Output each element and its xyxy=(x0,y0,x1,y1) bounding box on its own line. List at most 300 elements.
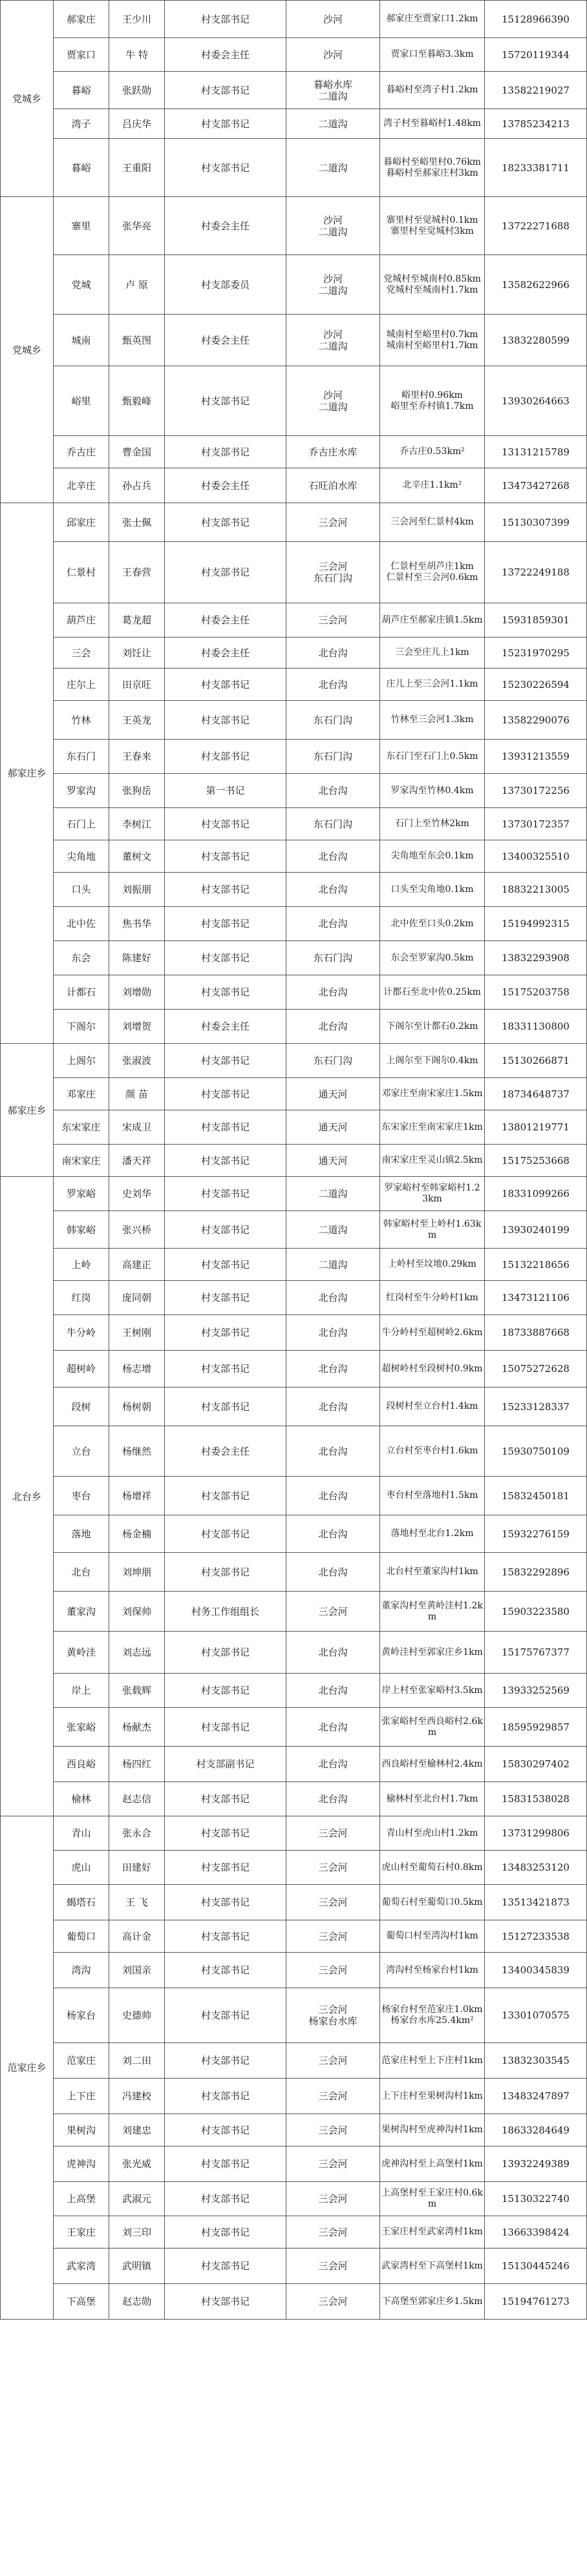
position-cell: 村支部书记 xyxy=(165,1387,286,1426)
contact-name-cell: 高计金 xyxy=(109,1920,165,1953)
river-cell: 三会河 xyxy=(286,2284,380,2320)
contact-name-cell: 杨金楠 xyxy=(109,1515,165,1553)
river-cell: 三会河 东石门沟 xyxy=(286,542,380,603)
river-cell: 二道沟 xyxy=(286,1177,380,1211)
distance-cell: 红岗村至牛分岭村1km xyxy=(380,1281,485,1315)
phone-cell: 15931859301 xyxy=(485,603,587,638)
table-row xyxy=(1,1953,587,1988)
village-name-cell: 上岭 xyxy=(54,1249,109,1281)
contact-name-cell: 杨继然 xyxy=(109,1426,165,1477)
distance-cell: 庄儿上至三会河1.1km xyxy=(380,669,485,701)
position-cell: 村支部书记 xyxy=(165,1988,286,2043)
contact-name-cell: 杨志增 xyxy=(109,1351,165,1387)
distance-cell: 上岭村至坟地0.29km xyxy=(380,1249,485,1281)
table-row xyxy=(1,2043,587,2079)
village-name-cell: 东石门 xyxy=(54,740,109,774)
table-row xyxy=(1,740,587,774)
phone-cell: 15130445246 xyxy=(485,2249,587,2284)
phone-cell: 15903223580 xyxy=(485,1592,587,1632)
village-name-cell: 湾沟 xyxy=(54,1953,109,1988)
position-cell: 村支部副书记 xyxy=(165,1747,286,1782)
table-row xyxy=(1,1747,587,1782)
river-cell: 三会河 杨家台水库 xyxy=(286,1988,380,2043)
position-cell: 村支部书记 xyxy=(165,1816,286,1851)
river-cell: 北台沟 xyxy=(286,1515,380,1553)
table-row xyxy=(1,1351,587,1387)
town-name-cell: 郝家庄乡 xyxy=(1,503,54,1044)
phone-cell: 13930264663 xyxy=(485,366,587,436)
river-cell: 东石门沟 xyxy=(286,1044,380,1078)
river-cell: 三会河 xyxy=(286,1816,380,1851)
table-row xyxy=(1,1553,587,1592)
river-cell: 北台沟 xyxy=(286,873,380,907)
phone-cell: 13722271688 xyxy=(485,197,587,255)
position-cell: 村支部书记 xyxy=(165,907,286,941)
river-cell: 北台沟 xyxy=(286,1632,380,1674)
position-cell: 村委会主任 xyxy=(165,197,286,255)
position-cell: 村委会主任 xyxy=(165,1010,286,1044)
distance-cell: 石门上至竹林2km xyxy=(380,808,485,840)
river-cell: 北台沟 xyxy=(286,1477,380,1515)
phone-cell: 15231970295 xyxy=(485,638,587,669)
contact-name-cell: 甄英图 xyxy=(109,315,165,366)
contact-name-cell: 潘天祥 xyxy=(109,1145,165,1177)
contact-name-cell: 刘志远 xyxy=(109,1632,165,1674)
contact-name-cell: 牛 特 xyxy=(109,38,165,72)
position-cell: 村支部书记 xyxy=(165,2079,286,2114)
position-cell: 村支部书记 xyxy=(165,109,286,139)
village-name-cell: 计都石 xyxy=(54,975,109,1010)
contact-name-cell: 刘增贺 xyxy=(109,1010,165,1044)
table-row xyxy=(1,1426,587,1477)
position-cell: 村支部书记 xyxy=(165,1920,286,1953)
contact-name-cell: 赵志信 xyxy=(109,1782,165,1816)
river-cell: 北台沟 xyxy=(286,1782,380,1816)
phone-cell: 13730172256 xyxy=(485,774,587,808)
phone-cell: 13730172357 xyxy=(485,808,587,840)
phone-cell: 13473427268 xyxy=(485,468,587,503)
river-cell: 通天河 xyxy=(286,1078,380,1110)
village-name-cell: 果树沟 xyxy=(54,2114,109,2146)
distance-cell: 果树沟村至虎神沟村1km xyxy=(380,2114,485,2146)
table-row xyxy=(1,2114,587,2146)
phone-cell: 13582290076 xyxy=(485,701,587,740)
position-cell: 村支部书记 xyxy=(165,1708,286,1747)
position-cell: 村支部书记 xyxy=(165,503,286,542)
river-cell: 北台沟 xyxy=(286,1674,380,1708)
village-name-cell: 红岗 xyxy=(54,1281,109,1315)
contact-name-cell: 史德帅 xyxy=(109,1988,165,2043)
phone-cell: 18595929857 xyxy=(485,1708,587,1747)
village-name-cell: 暮峪 xyxy=(54,72,109,109)
village-name-cell: 范家庄 xyxy=(54,2043,109,2079)
contact-name-cell: 田建好 xyxy=(109,1851,165,1885)
position-cell: 村支部书记 xyxy=(165,2216,286,2249)
village-name-cell: 落地 xyxy=(54,1515,109,1553)
contact-name-cell: 杨四红 xyxy=(109,1747,165,1782)
village-name-cell: 上阁尔 xyxy=(54,1044,109,1078)
distance-cell: 虎神沟村至上高堡村1km xyxy=(380,2146,485,2182)
village-name-cell: 寨里 xyxy=(54,197,109,255)
position-cell: 村支部书记 xyxy=(165,2043,286,2079)
contact-name-cell: 冯建校 xyxy=(109,2079,165,2114)
distance-cell: 立台村至枣台村1.6km xyxy=(380,1426,485,1477)
distance-cell: 东石门至石门上0.5km xyxy=(380,740,485,774)
position-cell: 村支部书记 xyxy=(165,1177,286,1211)
river-cell: 北台沟 xyxy=(286,1281,380,1315)
distance-cell: 北台村至董家沟村1km xyxy=(380,1553,485,1592)
distance-cell: 计都石至北中佐0.25km xyxy=(380,975,485,1010)
village-name-cell: 尖角地 xyxy=(54,840,109,873)
village-name-cell: 上高堡 xyxy=(54,2182,109,2216)
village-name-cell: 虎山 xyxy=(54,1851,109,1885)
position-cell: 村支部书记 xyxy=(165,1211,286,1249)
phone-cell: 13785234213 xyxy=(485,109,587,139)
table-row xyxy=(1,1632,587,1674)
river-cell: 三会河 xyxy=(286,1851,380,1885)
position-cell: 村支部书记 xyxy=(165,1110,286,1145)
village-name-cell: 乔古庄 xyxy=(54,436,109,468)
table-row xyxy=(1,774,587,808)
river-cell: 东石门沟 xyxy=(286,941,380,975)
distance-cell: 东会至罗家沟0.5km xyxy=(380,941,485,975)
distance-cell: 暮峪村至湾子村1.2km xyxy=(380,72,485,109)
table-row xyxy=(1,2216,587,2249)
table-row xyxy=(1,1249,587,1281)
contact-name-cell: 刘振朋 xyxy=(109,873,165,907)
position-cell: 村委会主任 xyxy=(165,603,286,638)
village-name-cell: 岸上 xyxy=(54,1674,109,1708)
distance-cell: 城南村至峪里村0.7km 城南村至峪里村1.7km xyxy=(380,315,485,366)
river-cell: 北台沟 xyxy=(286,1708,380,1747)
village-name-cell: 三会 xyxy=(54,638,109,669)
phone-cell: 13582622966 xyxy=(485,255,587,315)
position-cell: 村支部书记 xyxy=(165,1632,286,1674)
river-cell: 三会河 xyxy=(286,2249,380,2284)
distance-cell: 寨里村至觉城村0.1km 寨里村至觉城村3km xyxy=(380,197,485,255)
position-cell: 村支部书记 xyxy=(165,1515,286,1553)
village-name-cell: 超树岭 xyxy=(54,1351,109,1387)
table-row xyxy=(1,2249,587,2284)
phone-cell: 13131215789 xyxy=(485,436,587,468)
position-cell: 村支部书记 xyxy=(165,1885,286,1920)
river-cell: 沙河 xyxy=(286,38,380,72)
position-cell: 村支部书记 xyxy=(165,366,286,436)
village-name-cell: 虎神沟 xyxy=(54,2146,109,2182)
phone-cell: 13473121106 xyxy=(485,1281,587,1315)
table-row xyxy=(1,1477,587,1515)
river-cell: 三会河 xyxy=(286,2079,380,2114)
table-row xyxy=(1,503,587,542)
river-cell: 三会河 xyxy=(286,2043,380,2079)
position-cell: 村支部书记 xyxy=(165,840,286,873)
table-row xyxy=(1,109,587,139)
contact-name-cell: 高建正 xyxy=(109,1249,165,1281)
table-row xyxy=(1,2284,587,2320)
contact-name-cell: 武明镇 xyxy=(109,2249,165,2284)
distance-cell: 王家庄村至武家湾村1km xyxy=(380,2216,485,2249)
phone-cell: 15175203758 xyxy=(485,975,587,1010)
town-name-cell: 党城乡 xyxy=(1,197,54,503)
phone-cell: 13932249389 xyxy=(485,2146,587,2182)
table-row xyxy=(1,197,587,255)
phone-cell: 13513421873 xyxy=(485,1885,587,1920)
table-row xyxy=(1,1387,587,1426)
river-cell: 沙河 二道沟 xyxy=(286,315,380,366)
phone-cell: 15832450181 xyxy=(485,1477,587,1515)
contact-name-cell: 王少川 xyxy=(109,1,165,38)
table-row xyxy=(1,941,587,975)
town-name-cell: 郝家庄乡 xyxy=(1,1044,54,1177)
table-row xyxy=(1,38,587,72)
phone-cell: 13663398424 xyxy=(485,2216,587,2249)
village-name-cell: 下高堡 xyxy=(54,2284,109,2320)
table-row xyxy=(1,542,587,603)
distance-cell: 邓家庄至南宋家庄1.5km xyxy=(380,1078,485,1110)
village-name-cell: 庄尔上 xyxy=(54,669,109,701)
village-name-cell: 贾家口 xyxy=(54,38,109,72)
phone-cell: 15130322740 xyxy=(485,2182,587,2216)
position-cell: 村支部书记 xyxy=(165,2182,286,2216)
distance-cell: 上下庄村至果树沟村1km xyxy=(380,2079,485,2114)
contact-name-cell: 刘坤朋 xyxy=(109,1553,165,1592)
village-name-cell: 北辛庄 xyxy=(54,468,109,503)
distance-cell: 尖角地至东会0.1km xyxy=(380,840,485,873)
river-cell: 北台沟 xyxy=(286,975,380,1010)
position-cell: 村支部书记 xyxy=(165,975,286,1010)
distance-cell: 岸上村至张家峪村3.5km xyxy=(380,1674,485,1708)
contact-name-cell: 陈建好 xyxy=(109,941,165,975)
phone-cell: 18832213005 xyxy=(485,873,587,907)
distance-cell: 峪里村0.96km 峪里至乔村镇1.7km xyxy=(380,366,485,436)
phone-cell: 18233381711 xyxy=(485,139,587,197)
position-cell: 村支部书记 xyxy=(165,1477,286,1515)
table-row xyxy=(1,1592,587,1632)
distance-cell: 北中佐至口头0.2km xyxy=(380,907,485,941)
distance-cell: 葡萄石村至葡萄口0.5km xyxy=(380,1885,485,1920)
contact-name-cell: 刘国亲 xyxy=(109,1953,165,1988)
position-cell: 村委会主任 xyxy=(165,38,286,72)
distance-cell: 杨家台村至范家庄1.0km 杨家台水库25.4km² xyxy=(380,1988,485,2043)
phone-cell: 18633284649 xyxy=(485,2114,587,2146)
position-cell: 村委会主任 xyxy=(165,468,286,503)
contact-name-cell: 张兴桥 xyxy=(109,1211,165,1249)
contact-name-cell: 刘保帅 xyxy=(109,1592,165,1632)
river-cell: 北台沟 xyxy=(286,638,380,669)
contact-name-cell: 史刘华 xyxy=(109,1177,165,1211)
distance-cell: 青山村至虎山村1.2km xyxy=(380,1816,485,1851)
table-row xyxy=(1,1044,587,1078)
position-cell: 村委会主任 xyxy=(165,1426,286,1477)
river-cell: 石旺泊水库 xyxy=(286,468,380,503)
position-cell: 村支部书记 xyxy=(165,436,286,468)
river-cell: 北台沟 xyxy=(286,907,380,941)
phone-cell: 13400345839 xyxy=(485,1953,587,1988)
village-name-cell: 峪里 xyxy=(54,366,109,436)
distance-cell: 西良峪村至榆林村2.4km xyxy=(380,1747,485,1782)
phone-cell: 15233128337 xyxy=(485,1387,587,1426)
contact-name-cell: 张士佩 xyxy=(109,503,165,542)
village-name-cell: 葡萄口 xyxy=(54,1920,109,1953)
position-cell: 村支部书记 xyxy=(165,1782,286,1816)
distance-cell: 南宋家庄至灵山镇2.5km xyxy=(380,1145,485,1177)
table-row xyxy=(1,1010,587,1044)
village-name-cell: 上下庄 xyxy=(54,2079,109,2114)
contact-name-cell: 焦书华 xyxy=(109,907,165,941)
phone-cell: 15130307399 xyxy=(485,503,587,542)
river-cell: 北台沟 xyxy=(286,1315,380,1351)
village-name-cell: 党城 xyxy=(54,255,109,315)
distance-cell: 党城村至城南村0.85km 党城村至城南村1.7km xyxy=(380,255,485,315)
phone-cell: 13400325510 xyxy=(485,840,587,873)
village-name-cell: 蝎塔石 xyxy=(54,1885,109,1920)
contact-name-cell: 甄毅峰 xyxy=(109,366,165,436)
contact-name-cell: 王英龙 xyxy=(109,701,165,740)
table-row xyxy=(1,468,587,503)
distance-cell: 东宋家庄至南宋家庄1km xyxy=(380,1110,485,1145)
table-row xyxy=(1,975,587,1010)
river-cell: 北台沟 xyxy=(286,1387,380,1426)
contact-name-cell: 王树刚 xyxy=(109,1315,165,1351)
phone-cell: 15130266871 xyxy=(485,1044,587,1078)
village-name-cell: 葫芦庄 xyxy=(54,603,109,638)
river-cell: 三会河 xyxy=(286,603,380,638)
position-cell: 村支部书记 xyxy=(165,669,286,701)
contact-name-cell: 卢 原 xyxy=(109,255,165,315)
contact-name-cell: 田京旺 xyxy=(109,669,165,701)
phone-cell: 15831538028 xyxy=(485,1782,587,1816)
contact-name-cell: 董树文 xyxy=(109,840,165,873)
distance-cell: 黄岭洼村至郭家庄乡1km xyxy=(380,1632,485,1674)
town-name-cell: 范家庄乡 xyxy=(1,1816,54,2320)
table-row xyxy=(1,669,587,701)
contact-name-cell: 王重阳 xyxy=(109,139,165,197)
position-cell: 村支部书记 xyxy=(165,2284,286,2320)
table-row xyxy=(1,436,587,468)
river-cell: 北台沟 xyxy=(286,669,380,701)
river-cell: 通天河 xyxy=(286,1110,380,1145)
village-name-cell: 王家庄 xyxy=(54,2216,109,2249)
table-row xyxy=(1,907,587,941)
distance-cell: 三会河至仁景村4km xyxy=(380,503,485,542)
river-cell: 三会河 xyxy=(286,2146,380,2182)
village-name-cell: 榆林 xyxy=(54,1782,109,1816)
phone-cell: 18331130800 xyxy=(485,1010,587,1044)
village-name-cell: 暮峪 xyxy=(54,139,109,197)
table-row xyxy=(1,139,587,197)
phone-cell: 13931213559 xyxy=(485,740,587,774)
phone-cell: 15720119344 xyxy=(485,38,587,72)
table-row xyxy=(1,1177,587,1211)
river-cell: 二道沟 xyxy=(286,1249,380,1281)
distance-cell: 竹林至三会河1.3km xyxy=(380,701,485,740)
village-name-cell: 立台 xyxy=(54,1426,109,1477)
phone-cell: 13832303545 xyxy=(485,2043,587,2079)
river-cell: 三会河 xyxy=(286,1592,380,1632)
village-name-cell: 段树 xyxy=(54,1387,109,1426)
river-cell: 沙河 二道沟 xyxy=(286,255,380,315)
position-cell: 村委会主任 xyxy=(165,638,286,669)
position-cell: 村支部书记 xyxy=(165,1351,286,1387)
contact-name-cell: 刘三印 xyxy=(109,2216,165,2249)
position-cell: 村支部书记 xyxy=(165,2114,286,2146)
contact-name-cell: 颜 苗 xyxy=(109,1078,165,1110)
phone-cell: 15175253668 xyxy=(485,1145,587,1177)
distance-cell: 超树岭村至段树村0.9km xyxy=(380,1351,485,1387)
phone-cell: 18734648737 xyxy=(485,1078,587,1110)
distance-cell: 武家湾村至下高堡村1km xyxy=(380,2249,485,2284)
contact-name-cell: 吕庆华 xyxy=(109,109,165,139)
distance-cell: 董家沟村至黄岭洼村1.2km xyxy=(380,1592,485,1632)
distance-cell: 落地村至北台1.2km xyxy=(380,1515,485,1553)
distance-cell: 湾沟村至杨家台村1km xyxy=(380,1953,485,1988)
table-row xyxy=(1,1,587,38)
contact-name-cell: 刘二田 xyxy=(109,2043,165,2079)
contact-name-cell: 张狗岳 xyxy=(109,774,165,808)
distance-cell: 下高堡至郭家庄乡1.5km xyxy=(380,2284,485,2320)
distance-cell: 葫芦庄至郝家庄镇1.5km xyxy=(380,603,485,638)
village-name-cell: 杨家台 xyxy=(54,1988,109,2043)
phone-cell: 15194992315 xyxy=(485,907,587,941)
position-cell: 第一书记 xyxy=(165,774,286,808)
position-cell: 村支部书记 xyxy=(165,2249,286,2284)
phone-cell: 15132218656 xyxy=(485,1249,587,1281)
river-cell: 三会河 xyxy=(286,1953,380,1988)
distance-cell: 湾子村至暮峪村1.48km xyxy=(380,109,485,139)
table-row xyxy=(1,2079,587,2114)
distance-cell: 贾家口至暮峪3.3km xyxy=(380,38,485,72)
village-name-cell: 西良峪 xyxy=(54,1747,109,1782)
distance-cell: 三会至庄儿上1km xyxy=(380,638,485,669)
contact-name-cell: 张载辉 xyxy=(109,1674,165,1708)
village-name-cell: 仁景村 xyxy=(54,542,109,603)
village-name-cell: 青山 xyxy=(54,1816,109,1851)
river-cell: 通天河 xyxy=(286,1145,380,1177)
distance-cell: 乔古庄0.53km² xyxy=(380,436,485,468)
phone-cell: 13832280599 xyxy=(485,315,587,366)
table-row xyxy=(1,1988,587,2043)
river-cell: 沙河 二道沟 xyxy=(286,197,380,255)
position-cell: 村支部书记 xyxy=(165,740,286,774)
village-name-cell: 罗家沟 xyxy=(54,774,109,808)
village-name-cell: 口头 xyxy=(54,873,109,907)
contact-name-cell: 孙占兵 xyxy=(109,468,165,503)
contact-name-cell: 张永合 xyxy=(109,1816,165,1851)
contact-name-cell: 刘饪让 xyxy=(109,638,165,669)
position-cell: 村支部书记 xyxy=(165,1078,286,1110)
table-row xyxy=(1,255,587,315)
phone-cell: 18331099266 xyxy=(485,1177,587,1211)
position-cell: 村支部书记 xyxy=(165,1953,286,1988)
distance-cell: 罗家沟至竹林0.4km xyxy=(380,774,485,808)
river-cell: 北台沟 xyxy=(286,1351,380,1387)
table-row xyxy=(1,1782,587,1816)
phone-cell: 15128966390 xyxy=(485,1,587,38)
village-name-cell: 北台 xyxy=(54,1553,109,1592)
table-row xyxy=(1,2182,587,2216)
river-cell: 北台沟 xyxy=(286,1010,380,1044)
distance-cell: 葡萄口村至湾沟村1km xyxy=(380,1920,485,1953)
table-row xyxy=(1,603,587,638)
phone-cell: 13301070575 xyxy=(485,1988,587,2043)
village-name-cell: 罗家峪 xyxy=(54,1177,109,1211)
table-row xyxy=(1,1078,587,1110)
position-cell: 村支部书记 xyxy=(165,1553,286,1592)
distance-cell: 范家庄村至上下庄村1km xyxy=(380,2043,485,2079)
village-name-cell: 邓家庄 xyxy=(54,1078,109,1110)
phone-cell: 15127233538 xyxy=(485,1920,587,1953)
position-cell: 村支部委员 xyxy=(165,255,286,315)
